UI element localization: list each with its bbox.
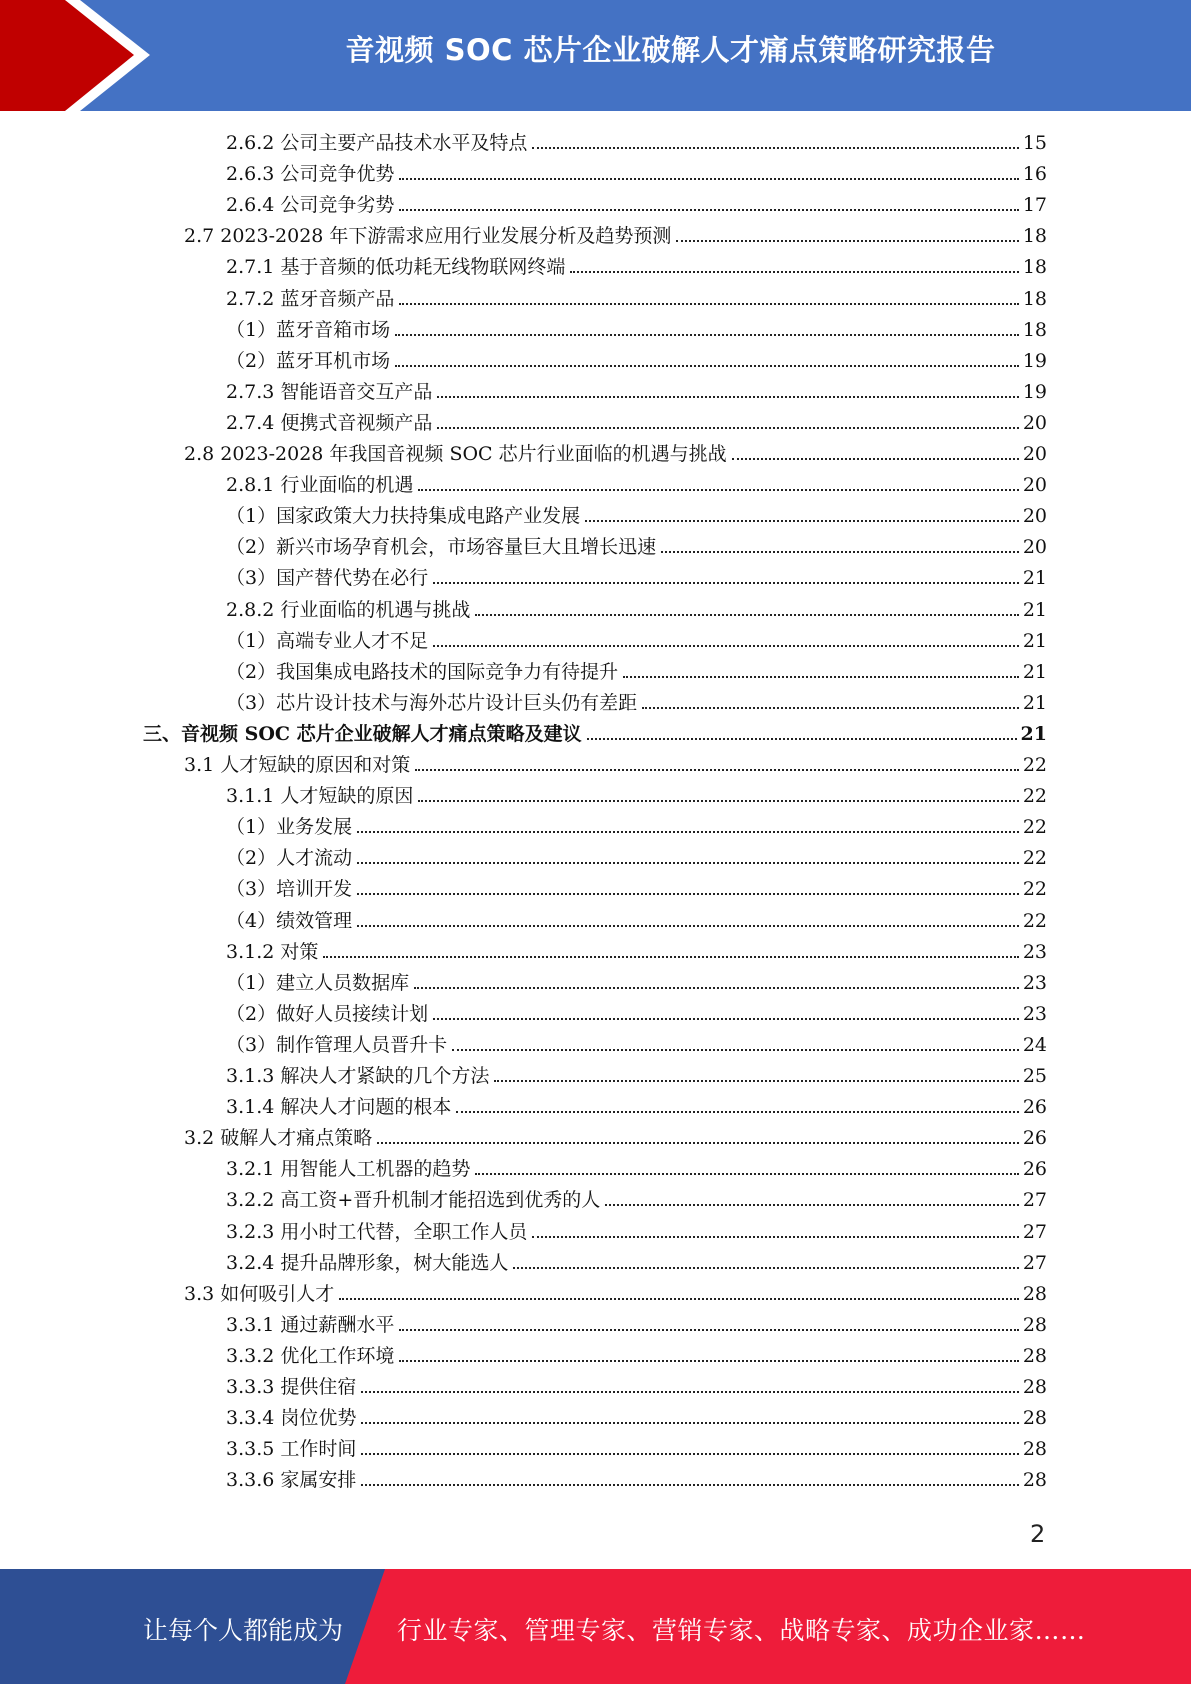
toc-dot-leader [399, 158, 1018, 180]
toc-entry-label: 2.6.2 公司主要产品技术水平及特点 [226, 132, 528, 154]
toc-entry[interactable] [226, 1216, 1047, 1244]
toc-dot-leader [437, 376, 1018, 398]
toc-entry-page: 18 [1022, 318, 1047, 341]
toc-entry[interactable] [184, 220, 1047, 248]
toc-entry-page: 24 [1022, 1033, 1047, 1056]
toc-dot-leader [323, 936, 1018, 958]
toc-entry[interactable] [226, 376, 1047, 404]
toc-entry-page: 28 [1022, 1313, 1047, 1336]
toc-dot-leader [357, 842, 1019, 864]
toc-dot-leader [605, 1184, 1019, 1206]
toc-dot-leader [475, 594, 1018, 616]
toc-entry[interactable] [226, 1153, 1047, 1181]
toc-dot-leader [585, 500, 1019, 522]
toc-entry-label: 3.3.3 提供住宿 [226, 1376, 357, 1398]
toc-entry[interactable] [226, 594, 1047, 622]
toc-entry[interactable] [184, 1278, 1047, 1306]
report-title: 音视频 SOC 芯片企业破解人才痛点策略研究报告 [345, 33, 996, 67]
toc-entry-page: 22 [1022, 754, 1047, 776]
toc-entry-label: 三、音视频 SOC 芯片企业破解人才痛点策略及建议 [143, 722, 582, 745]
toc-dot-leader [532, 127, 1018, 149]
toc-entry[interactable] [226, 314, 1047, 342]
toc-entry-label: 3.3.6 家属安排 [226, 1469, 357, 1492]
toc-entry-label: 3.3.2 优化工作环境 [226, 1344, 395, 1367]
toc-entry[interactable] [226, 1340, 1047, 1368]
toc-entry-page: 22 [1022, 785, 1047, 808]
toc-entry-label: 2.7 2023-2028 年下游需求应用行业发展分析及趋势预测 [184, 225, 672, 248]
toc-dot-leader [399, 283, 1018, 305]
toc-dot-leader [395, 314, 1019, 336]
toc-entry[interactable] [226, 1402, 1047, 1430]
toc-entry-page: 17 [1022, 194, 1047, 217]
toc-dot-leader [357, 873, 1019, 895]
toc-entry-page: 28 [1022, 1344, 1047, 1367]
toc-dot-leader [623, 656, 1019, 678]
toc-entry-label: 2.7.3 智能语音交互产品 [226, 380, 433, 403]
toc-entry-page: 28 [1022, 1282, 1047, 1305]
toc-dot-leader [433, 562, 1019, 584]
toc-dot-leader [433, 998, 1019, 1020]
toc-entry-label: 3.2.3 用小时工代替，全职工作人员 [226, 1220, 528, 1243]
toc-entry-page: 19 [1022, 380, 1047, 403]
toc-entry-label: （3）芯片设计技术与海外芯片设计巨头仍有差距 [226, 691, 638, 714]
toc-entry[interactable] [226, 500, 1047, 528]
toc-entry[interactable] [226, 1309, 1047, 1337]
toc-dot-leader [357, 905, 1019, 927]
toc-entry-label: （1）业务发展 [226, 816, 353, 839]
toc-entry-label: （2）蓝牙耳机市场 [226, 349, 391, 372]
toc-entry-label: 2.6.4 公司竞争劣势 [226, 194, 395, 217]
toc-dot-leader [676, 220, 1018, 242]
toc-entry[interactable] [226, 158, 1047, 186]
toc-entry-page: 26 [1022, 1127, 1047, 1150]
toc-entry[interactable] [184, 1122, 1047, 1150]
toc-entry[interactable] [226, 998, 1047, 1026]
toc-dot-leader [418, 469, 1018, 491]
toc-dot-leader [415, 749, 1019, 771]
toc-entry-page: 22 [1022, 878, 1047, 901]
toc-entry[interactable] [226, 1247, 1047, 1275]
toc-dot-leader [587, 718, 1017, 740]
toc-dot-leader [339, 1278, 1019, 1300]
toc-entry[interactable] [226, 1029, 1047, 1057]
toc-entry[interactable] [226, 687, 1047, 715]
toc-entry-label: （1）蓝牙音箱市场 [226, 318, 391, 341]
toc-entry-label: （3）培训开发 [226, 878, 353, 901]
toc-entry[interactable] [226, 469, 1047, 497]
toc-entry-label: 2.7.2 蓝牙音频产品 [226, 287, 395, 310]
toc-entry[interactable] [226, 842, 1047, 870]
toc-entry-label: 2.7.1 基于音频的低功耗无线物联网终端 [226, 256, 566, 279]
toc-entry[interactable] [226, 562, 1047, 590]
toc-entry[interactable] [184, 438, 1047, 466]
toc-entry[interactable] [184, 749, 1047, 777]
toc-entry[interactable] [226, 189, 1047, 217]
toc-entry-label: 2.8 2023-2028 年我国音视频 SOC 芯片行业面临的机遇与挑战 [184, 443, 727, 465]
toc-entry-label: 3.2.4 提升品牌形象，树大能选人 [226, 1251, 509, 1274]
toc-entry-label: 3.3.5 工作时间 [226, 1438, 357, 1461]
toc-entry-label: 3.1.1 人才短缺的原因 [226, 785, 414, 808]
toc-dot-leader [570, 251, 1018, 273]
toc-entry-page: 21 [1022, 660, 1047, 683]
toc-entry[interactable] [226, 127, 1047, 155]
toc-entry-label: （1）高端专业人才不足 [226, 629, 429, 652]
toc-dot-leader [642, 687, 1019, 709]
toc-entry-label: 3.2.2 高工资+晋升机制才能招选到优秀的人 [226, 1189, 601, 1212]
toc-entry-page: 21 [1020, 722, 1047, 745]
toc-entry[interactable] [143, 718, 1047, 746]
toc-dot-leader [377, 1122, 1019, 1144]
toc-dot-leader [357, 811, 1019, 833]
toc-entry-label: 3.2.1 用智能人工机器的趋势 [226, 1158, 471, 1181]
toc-entry[interactable] [226, 407, 1047, 435]
toc-dot-leader [418, 780, 1018, 802]
toc-entry-label: 3.3 如何吸引人才 [184, 1282, 335, 1305]
toc-entry-page: 21 [1022, 691, 1047, 714]
toc-dot-leader [452, 1029, 1019, 1051]
footer-slogan-right: 行业专家、管理专家、营销专家、战略专家、成功企业家…… [397, 1616, 1086, 1645]
toc-entry-page: 18 [1022, 256, 1047, 279]
toc-entry-page: 22 [1022, 816, 1047, 839]
toc-entry-page: 20 [1022, 505, 1047, 528]
toc-entry-label: （2）我国集成电路技术的国际竞争力有待提升 [226, 660, 619, 683]
toc-entry-label: （2）新兴市场孕育机会，市场容量巨大且增长迅速 [226, 536, 657, 559]
toc-dot-leader [361, 1433, 1018, 1455]
toc-entry-page: 18 [1022, 225, 1047, 248]
toc-entry-label: 2.8.1 行业面临的机遇 [226, 474, 414, 497]
toc-entry[interactable] [226, 936, 1047, 964]
toc-entry-page: 15 [1022, 132, 1047, 154]
toc-entry[interactable] [226, 967, 1047, 995]
toc-entry-label: 2.7.4 便携式音视频产品 [226, 411, 433, 434]
toc-entry-page: 21 [1022, 629, 1047, 652]
toc-entry[interactable] [226, 1464, 1047, 1492]
toc-entry-page: 26 [1022, 1096, 1047, 1119]
toc-entry-page: 27 [1022, 1251, 1047, 1274]
toc-entry[interactable] [226, 873, 1047, 901]
toc-entry-page: 18 [1022, 287, 1047, 310]
toc-entry-label: 3.2 破解人才痛点策略 [184, 1127, 373, 1150]
toc-entry-page: 28 [1022, 1438, 1047, 1461]
toc-entry[interactable] [226, 251, 1047, 279]
toc-dot-leader [494, 1060, 1018, 1082]
toc-entry-label: 3.1 人才短缺的原因和对策 [184, 754, 411, 776]
toc-dot-leader [433, 625, 1019, 647]
toc-dot-leader [456, 1091, 1018, 1113]
toc-entry-page: 16 [1022, 163, 1047, 186]
toc-entry-page: 20 [1022, 411, 1047, 434]
toc-entry-page: 19 [1022, 349, 1047, 372]
toc-entry[interactable] [226, 531, 1047, 559]
toc-entry[interactable] [226, 345, 1047, 373]
toc-entry-page: 21 [1022, 567, 1047, 590]
toc-dot-leader [399, 1309, 1018, 1331]
toc-entry-label: （3）制作管理人员晋升卡 [226, 1033, 448, 1056]
toc-entry-label: （1）建立人员数据库 [226, 971, 410, 994]
toc-entry[interactable] [226, 625, 1047, 653]
toc-dot-leader [475, 1153, 1018, 1175]
toc-entry[interactable] [226, 905, 1047, 933]
toc-entry-label: 3.1.2 对策 [226, 940, 319, 963]
toc-entry-label: 2.8.2 行业面临的机遇与挑战 [226, 598, 471, 621]
toc-entry-label: 3.1.4 解决人才问题的根本 [226, 1096, 452, 1119]
toc-entry-label: （2）做好人员接续计划 [226, 1002, 429, 1025]
toc-dot-leader [399, 189, 1018, 211]
toc-entry[interactable] [226, 1184, 1047, 1212]
toc-entry-label: 2.6.3 公司竞争优势 [226, 163, 395, 186]
toc-entry-page: 23 [1022, 940, 1047, 963]
toc-entry-page: 20 [1022, 443, 1047, 465]
toc-entry[interactable] [226, 1060, 1047, 1088]
toc-entry-page: 20 [1022, 474, 1047, 497]
toc-entry[interactable] [226, 1433, 1047, 1461]
toc-dot-leader [437, 407, 1018, 429]
toc-dot-leader [414, 967, 1019, 989]
toc-entry-page: 22 [1022, 847, 1047, 870]
toc-entry-page: 26 [1022, 1158, 1047, 1181]
toc-dot-leader [661, 531, 1019, 553]
toc-entry-label: （4）绩效管理 [226, 909, 353, 932]
toc-dot-leader [399, 1340, 1018, 1362]
toc-dot-leader [361, 1371, 1018, 1393]
header-red-chevron [0, 0, 150, 111]
toc-entry-page: 21 [1022, 598, 1047, 621]
toc-entry-page: 20 [1022, 536, 1047, 559]
toc-entry-page: 28 [1022, 1407, 1047, 1430]
page-number: 2 [1030, 1520, 1046, 1548]
toc-dot-leader [513, 1247, 1018, 1269]
toc-entry-page: 23 [1022, 1002, 1047, 1025]
toc-entry-page: 22 [1022, 909, 1047, 932]
page-footer [0, 1569, 1191, 1684]
toc-dot-leader [395, 345, 1019, 367]
toc-entry[interactable] [226, 283, 1047, 311]
toc-entry-label: （2）人才流动 [226, 847, 353, 870]
toc-entry[interactable] [226, 656, 1047, 684]
toc-dot-leader [532, 1216, 1018, 1238]
toc-entry-label: 3.3.1 通过薪酬水平 [226, 1313, 395, 1336]
toc-entry[interactable] [226, 811, 1047, 839]
toc-entry-label: （1）国家政策大力扶持集成电路产业发展 [226, 505, 581, 528]
toc-entry-page: 28 [1022, 1469, 1047, 1492]
toc-entry[interactable] [226, 780, 1047, 808]
toc-entry-page: 27 [1022, 1189, 1047, 1212]
toc-dot-leader [732, 438, 1019, 460]
toc-entry-page: 23 [1022, 971, 1047, 994]
toc-entry-page: 27 [1022, 1220, 1047, 1243]
toc-dot-leader [361, 1402, 1018, 1424]
toc-entry-label: （3）国产替代势在必行 [226, 567, 429, 590]
footer-slogan-left: 让每个人都能成为 [143, 1616, 344, 1645]
page-header [0, 0, 1191, 111]
toc-entry-page: 28 [1022, 1376, 1047, 1398]
toc-entry[interactable] [226, 1371, 1047, 1399]
toc-entry-label: 3.3.4 岗位优势 [226, 1407, 357, 1430]
toc-entry-label: 3.1.3 解决人才紧缺的几个方法 [226, 1065, 490, 1087]
toc-entry[interactable] [226, 1091, 1047, 1119]
toc-dot-leader [361, 1464, 1018, 1486]
toc-entry-page: 25 [1022, 1065, 1047, 1087]
